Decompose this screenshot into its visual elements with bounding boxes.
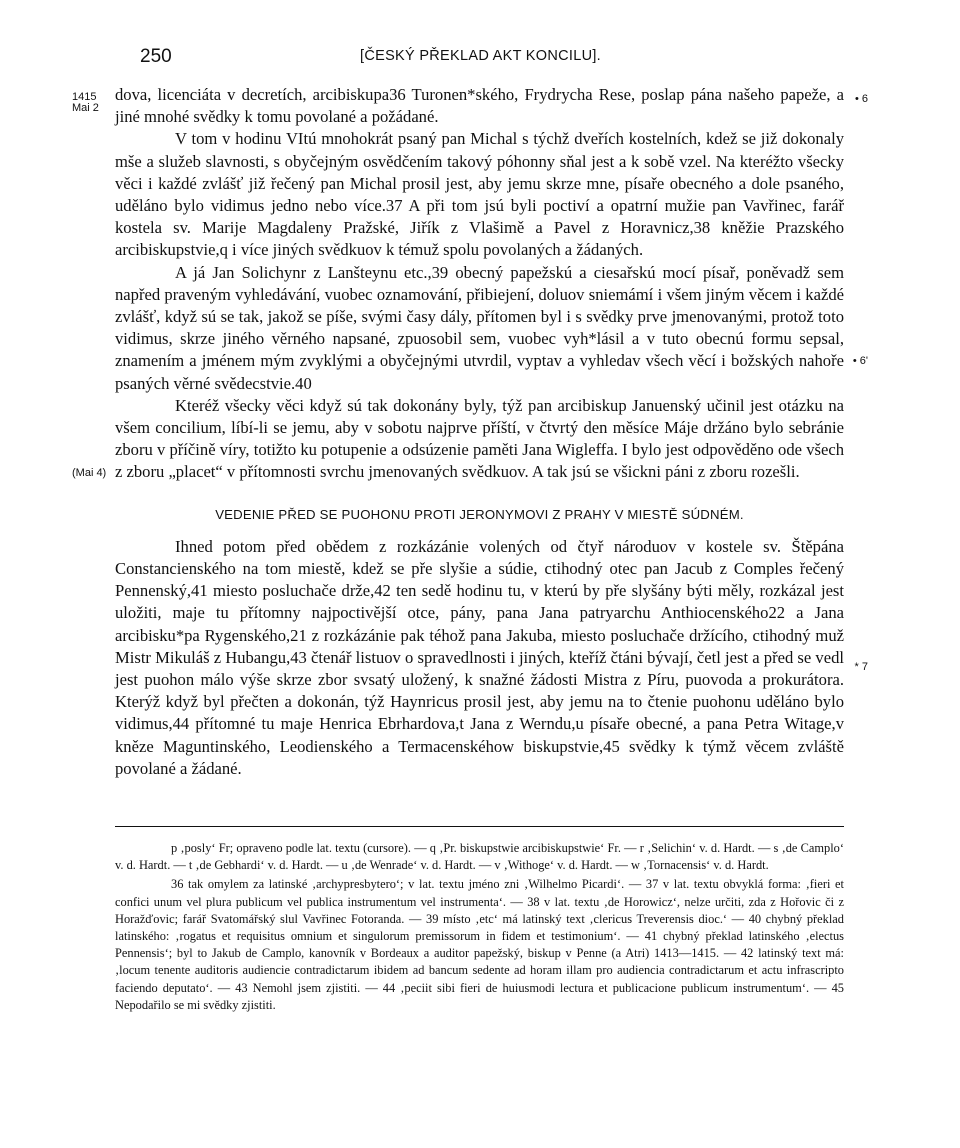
footnotes xyxy=(115,840,844,1014)
footnote-block: 36 tak omylem za latinské ‚archypresbytero‘; v lat. textu jméno zni ‚Wilhelmo Picardi‘. — 37 v lat. textu obvyklá forma: ‚fieri et confici unum vel plura publicum vel publica instrumentum vel instrumenta‘. — 38 v lat. textu ‚de Horowicz‘, nelze určiti, zda z Hořovic či z Horažďovic; farář Svatomářský slul Vavřinec Fotoranda. — 39 místo ‚etc‘ má latinský text ‚clericus Treverensis dioc.‘ — 40 chybný překlad latinského: ‚rogatus et requisitus omnium et singulorum premissorum in fidem et testimonium‘. — 41 chybný překlad latinského ‚electus Pennensis‘; byl to Jakub de Camplo, kanovník v Bordeaux a auditor papežský, biskup v Penne (a Atri) 1413—1415. — 42 latinský text má: ‚locum tenente auditoris audiencie contradictarum ibidem ad bancum sedente ad horam illam pro audiencia contradictarum et actu infrascripto faciendo deputato‘. — 43 Nemohl jsem zjistiti. — 44 ‚peciit sibi fieri de huiusmodi lectura et publicacione publicum instrumentum‘. — 45 Nepodařilo se mi svědky zjistiti. xyxy=(115,877,844,1012)
footnote-block: p ‚posly‘ Fr; opraveno podle lat. textu (cursore). — q ‚Pr. biskupstwie arcibiskupstwie‘ Fr. — r ‚Selichin‘ v. d. Hardt. — s ‚de Camplo‘ v. d. Hardt. — t ‚de Gebhardi‘ v. d. Hardt. — u ‚de Wenrade‘ v. d. Hardt. — v ‚Withoge‘ v. d. Hardt. — w ‚Tornacensis‘ v. d. Hardt. xyxy=(115,841,844,873)
margin-year: 1415 xyxy=(72,91,97,103)
page-header xyxy=(140,46,820,70)
margin-day: Mai 2 xyxy=(72,102,99,114)
paragraph: Kteréž všecky věci když sú tak dokonány byly, týž pan arcibiskup Januenský učinil jest otázku na všem concilium, líbí-li se jemu, aby v sobotu najprve příští, v čtvrtý den měsíce Máje držáno bylo sebránie zboru v příčině víry, totižto ku potupenie a odsúzenie paměti Jana Wigleffa. I bylo jest odpověděno ode všech z zboru „placet“ v přítomnosti svrchu jmenovaných svědkuov. A tak jsú se všickni páni z zboru rozešli. xyxy=(115,395,844,482)
paragraph: Ihned potom před obědem z rozkázánie volených od čtyř národuov v kostele sv. Štěpána Constancienského na tom miestě, kdež se pře slyšie a súdie, ctihodný otec pan Jacub z Comples řečený Pennenský,41 miesto posluchače drže,42 ten sedě hodinu tu, v kterú by pře slyšány býti měly, rozkázal jest uložiti, maje tu přítomny najpoctivější otce, pány, pana Jana patryarchu Anthiocenského22 a Jana arcibisku*pa Rygenského,21 z rozkázánie pak téhož pana Jakuba, miesto posluchače držícího, ctihodný muž Mistr Mikuláš z Hubangu,43 čtenář listuov o spravedlnosti i jiných, kteříž čtáni bývají, četl jest a před se vedl jest puohon málo výše skrze zbor svsatý uložený, k snažné žádosti Mistra z Píru, puovoda a prokurátora. Kterýž když byl přečten a dokonán, týž Haynricus prosil jest, aby jemu na to čtenie puohonu uděláno bylo vidimus,44 přítomné tu maje Henrica Ebrhardova,t Jana z Werndu,u písaře obecné, a pana Petra Witage,v kněze Maguntinského, Leodienského a Termacenskéhow biskupstvie,45 svědky k týmž věcem zvláště povolané a žádané. xyxy=(115,536,844,778)
margin-folio-2: • 6' xyxy=(852,355,868,367)
margin-folio-3: * 7 xyxy=(854,661,868,673)
page-number: 250 xyxy=(140,46,172,67)
main-text xyxy=(115,84,844,780)
margin-date-2: (Mai 4) xyxy=(72,467,107,479)
footnote-divider xyxy=(115,826,844,827)
margin-folio-1: • 6 xyxy=(854,93,868,105)
margin-date-1 xyxy=(72,92,99,114)
paragraph: A já Jan Solichynr z Lanšteynu etc.,39 obecný papežskú a ciesařskú mocí písař, poněvadž sem napřed praveným vyhledávání, vuobec oznamování, přibiejení, doluov sniemámí i všem jiným věcem i každé zvlášť, když sú se tak, jakož se píše, svými časy dály, přítomen byl i s svědky prve jmenovanými, protož toto vidimus, skrze jiného věrného napsané, zpuosobil sem, vuobec vyh*lásil a v tuto obecnú formu sepsal, znamením a jménem mým zvyklými a obyčejnými utvrdil, vyptav a vyhledav všech věcí i božských nahoře psaných věrné svědecstvie.40 xyxy=(115,262,844,393)
paragraph: dova, licenciáta v decretích, arcibiskupa36 Turonen*ského, Frydrycha Rese, poslap pána našeho papeže, a jiné mnohé svědky k tomu povolané a požádané. xyxy=(115,85,844,127)
paragraph: V tom v hodinu VItú mnohokrát psaný pan Michal s týchž dveřích kostelních, kdež se již dokonaly mše a služeb slavnosti, s obyčejným osvědčením takový póhonny sňal jest a k sobě vzel. Na kteréžto všecky věci i každé zvlášť již řečený pan Michal prosil jest, aby jemu skrze mne, písaře obecného a dole psaného, uděláno bylo vidimus jedno nebo více.37 A při tom jsú byli poctiví a opatrní mužie pan Vavřinec, farář kostela sv. Marije Magdaleny Pražské, Jiřík z Vlašimě a Pavel z Horavnicz,38 kněžie Prazského arcibiskupstvie,q i více jiných svědkuov k témuž spolu povolaných a žádaných. xyxy=(115,129,844,260)
running-title: [ČESKÝ PŘEKLAD AKT KONCILU]. xyxy=(360,48,602,64)
section-heading: VEDENIE PŘED SE PUOHONU PROTI JERONYMOVI Z PRAHY V MIESTĚ SÚDNÉM. xyxy=(215,506,744,522)
